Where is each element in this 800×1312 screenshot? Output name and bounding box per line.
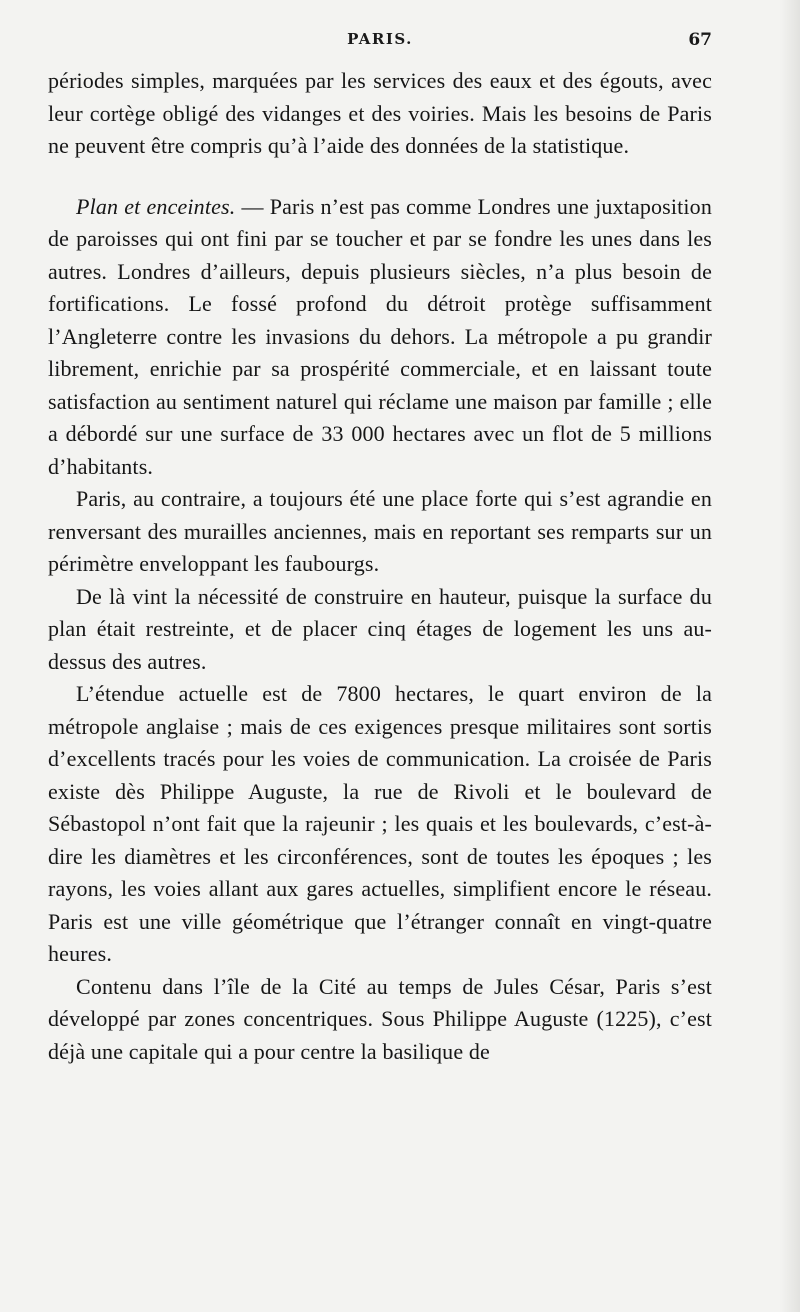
paragraph-1: périodes simples, marquées par les services des eaux et des égouts, avec leur cortège obligé des vidanges et des voiries. Mais les besoins de Paris ne peuvent être compris qu’à l’aide des données de la statistique.	[48, 68, 712, 158]
paragraph-2	[48, 191, 712, 484]
paragraph-5: L’étendue actuelle est de 7800 hectares, le quart environ de la métropole anglaise ; mais de ces exigences presque militaires sont sortis d’excellents tracés pour les voies de communication. La croisée de Paris existe dès Philippe Auguste, la rue de Rivoli et le boulevard de Sébastopol n’ont fait que la rajeunir ; les quais et les boulevards, c’est-à-dire les diamètres et les circonférences, sont de toutes les époques ; les rayons, les voies allant aux gares actuelles, simplifient encore le réseau. Paris est une ville géométrique que l’étranger connaît en vingt-quatre heures.	[48, 681, 712, 966]
page-edge	[780, 0, 800, 1312]
running-title: PARIS.	[347, 30, 413, 48]
body-text	[48, 65, 712, 1068]
paragraph-4: De là vint la nécessité de construire en hauteur, puisque la surface du plan était restreinte, et de placer cinq étages de logement les uns au-dessus des autres.	[48, 583, 712, 674]
section-title: Plan et enceintes.	[76, 193, 236, 219]
paragraph-3: Paris, au contraire, a toujours été une place forte qui s’est agrandie en renversant des murailles anciennes, mais en reportant ses remparts sur un périmètre enveloppant les faubourgs.	[48, 486, 712, 576]
paragraph-6: Contenu dans l’île de la Cité au temps de Jules César, Paris s’est développé par zones concentriques. Sous Philippe Auguste (1225), c’est déjà une capitale qui a pour centre la basilique de	[48, 973, 712, 1064]
page-number: 67	[688, 30, 712, 50]
page-header	[48, 26, 712, 56]
paragraph-2-text: — Paris n’est pas comme Londres une juxtaposition de paroisses qui ont fini par se toucher et par se fondre les unes dans les autres. Londres d’ailleurs, depuis plusieurs siècles, n’a plus besoin de fortifications. Le fossé profond du détroit protège suffisamment l’Angleterre contre les invasions du dehors. La métropole a pu grandir librement, enrichie par sa prospérité commerciale, et en laissant toute satisfaction au sentiment naturel qui réclame une maison par famille ; elle a débordé sur une surface de 33 000 hectares avec un flot de 5 millions d’habitants.	[48, 193, 712, 479]
